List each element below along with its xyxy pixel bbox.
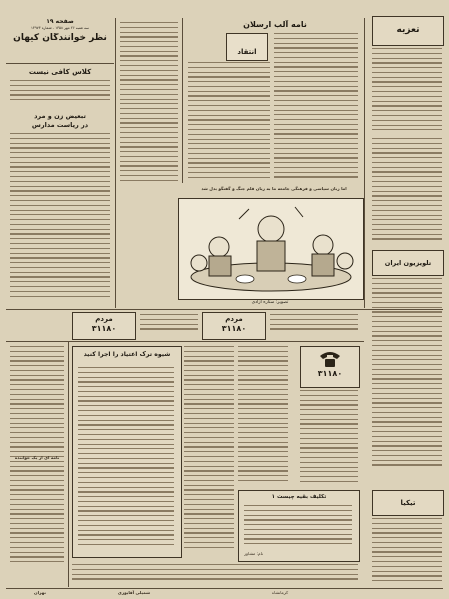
- column-rule-3: [364, 18, 365, 308]
- center-column-a: [184, 346, 234, 556]
- footer-rule: [6, 588, 443, 589]
- bottom-strip-text: [72, 564, 358, 586]
- column-rule-bottom-1: [68, 342, 69, 587]
- right-mid-text: [300, 390, 358, 486]
- phone-box-right: ۳۱۱۸۰: [300, 346, 360, 388]
- column-rule-1: [115, 18, 116, 308]
- addiction-heading: شیوه ترک اعتیاد را اجرا کنید: [83, 351, 171, 358]
- cartoon-caption: اما زبان سیاسی و فرهنگی جامعه ما به زبان قلم جنگ و گفتگو بدل شد: [201, 186, 347, 191]
- right-column-list-1: [372, 48, 442, 134]
- right-box-tikiya: تیکیا: [372, 490, 444, 516]
- phone-box-center: مردم ۳۱۱۸۰: [202, 312, 266, 340]
- footer-left: تهران: [34, 590, 46, 595]
- left-bottom-text: [10, 346, 64, 576]
- center-column-b: [238, 346, 288, 486]
- left-sub-note: نامه ای از یک خواننده: [14, 455, 60, 460]
- column3-text-right: [274, 33, 358, 183]
- phone-strip-divider: [6, 341, 364, 342]
- date-line: سه شنبه ۲۶ مهر ۱۳۵۸ - شماره ۱۳۹۷۳: [31, 26, 89, 30]
- addiction-text: [78, 367, 174, 551]
- cartoon-drawing: [179, 199, 363, 299]
- right-column-list-4: [372, 518, 442, 588]
- column2-text: [120, 22, 178, 188]
- phone-box-left: مردم ۳۱۱۸۰: [72, 312, 136, 340]
- masthead-rule: [6, 63, 114, 64]
- remaining-task-text: [244, 505, 352, 547]
- phone-strip-text-left: [140, 314, 198, 336]
- remaining-task-box: [238, 490, 360, 562]
- page-label: صفحه ۱۹: [46, 18, 74, 25]
- issue-badge: انتقاد: [226, 33, 268, 61]
- remaining-task-sign: نام: مشاور: [244, 551, 264, 556]
- right-top-badge: تعزیه: [372, 16, 444, 46]
- alpha-letter-title: نامه آلب ارسلان: [243, 20, 307, 29]
- telephone-icon: [318, 350, 342, 368]
- remaining-task-title: تکلیف بقیه چیست ۱: [271, 494, 327, 500]
- left-heading-discrimination: تبعیض زن و مرد: [34, 112, 86, 120]
- cartoon-illustration: [178, 198, 364, 300]
- left-heading-class: کلاس کافی نیست: [28, 68, 92, 76]
- left-heading-schools: در ریاست مدارس: [31, 121, 89, 129]
- section-title: نظر خوانندگان کیهان: [13, 33, 107, 43]
- cartoon-footer: تصویر: ستاره آزادی: [251, 300, 289, 305]
- left-text-block-1: [10, 80, 110, 106]
- addiction-box: [72, 346, 182, 558]
- right-column-list-3: [372, 278, 442, 478]
- section-divider: [6, 309, 443, 310]
- masthead: [6, 18, 114, 62]
- right-box-tv: تلویزیون ایران: [372, 250, 444, 276]
- column-rule-2: [182, 18, 183, 183]
- footer-right: کرمانشاه: [271, 590, 289, 595]
- left-text-block-2: [10, 133, 110, 303]
- phone-strip-text-right: [270, 314, 358, 336]
- column3-text-left: [188, 62, 270, 184]
- footer-center: شمیلی آقایوری: [117, 590, 151, 595]
- right-column-list-2: [372, 138, 442, 246]
